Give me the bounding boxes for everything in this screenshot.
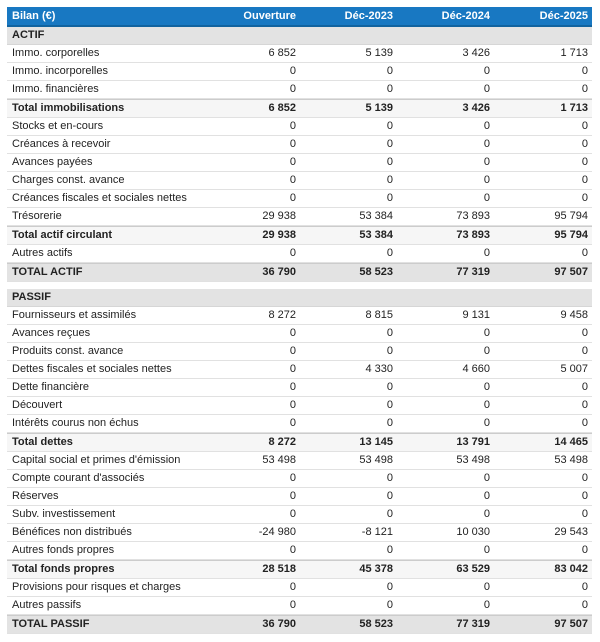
- cell-value: 9 458: [560, 309, 588, 321]
- cell-value: 0: [289, 138, 296, 150]
- row-label: Provisions pour risques et charges: [12, 581, 181, 593]
- table-row: [7, 470, 592, 488]
- cell-value: 77 319: [456, 618, 490, 630]
- cell-value: 0: [289, 581, 296, 593]
- cell-value: 9 131: [462, 309, 490, 321]
- table-row: [7, 343, 592, 361]
- row-label: Fournisseurs et assimilés: [12, 309, 137, 321]
- cell-value: 0: [386, 192, 393, 204]
- cell-value: 0: [386, 472, 393, 484]
- table-row: [7, 208, 592, 226]
- cell-value: 0: [581, 508, 588, 520]
- row-label: Compte courant d'associés: [12, 472, 145, 484]
- cell-value: 0: [581, 417, 588, 429]
- cell-value: 0: [386, 581, 393, 593]
- cell-value: 0: [289, 363, 296, 375]
- row-label: Charges const. avance: [12, 174, 125, 186]
- cell-value: 0: [386, 381, 393, 393]
- table-title: Bilan (€): [12, 10, 56, 22]
- cell-value: 97 507: [554, 266, 588, 278]
- cell-value: 0: [483, 65, 490, 77]
- table-row: [7, 45, 592, 63]
- cell-value: 0: [386, 120, 393, 132]
- cell-value: 6 852: [268, 102, 296, 114]
- cell-value: 0: [483, 490, 490, 502]
- cell-value: 53 498: [554, 454, 588, 466]
- cell-value: 0: [386, 399, 393, 411]
- cell-value: 4 660: [462, 363, 490, 375]
- cell-value: 0: [289, 508, 296, 520]
- cell-value: 1 713: [560, 47, 588, 59]
- cell-value: 0: [386, 156, 393, 168]
- table-row: [7, 63, 592, 81]
- cell-value: 63 529: [456, 563, 490, 575]
- cell-value: 58 523: [359, 266, 393, 278]
- table-row: [7, 452, 592, 470]
- cell-value: 0: [386, 599, 393, 611]
- table-row: [7, 415, 592, 433]
- cell-value: 0: [581, 65, 588, 77]
- column-header-2: Déc-2023: [344, 10, 393, 22]
- cell-value: 0: [289, 599, 296, 611]
- cell-value: 83 042: [554, 563, 588, 575]
- cell-value: 0: [289, 120, 296, 132]
- table-row: [7, 597, 592, 615]
- cell-value: -8 121: [361, 526, 393, 538]
- cell-value: 8 815: [365, 309, 393, 321]
- cell-value: 8 272: [268, 309, 296, 321]
- cell-value: 0: [581, 174, 588, 186]
- row-label: TOTAL PASSIF: [12, 618, 90, 630]
- row-label: Immo. financières: [12, 83, 99, 95]
- cell-value: 53 498: [359, 454, 393, 466]
- table-row: [7, 172, 592, 190]
- table-row: [7, 379, 592, 397]
- cell-value: 1 713: [560, 102, 588, 114]
- table-row: [7, 488, 592, 506]
- row-label: Avances reçues: [12, 327, 91, 339]
- cell-value: 58 523: [359, 618, 393, 630]
- table-body: [7, 27, 592, 634]
- row-label: Dette financière: [12, 381, 90, 393]
- cell-value: 0: [581, 120, 588, 132]
- cell-value: 0: [581, 490, 588, 502]
- section-label: ACTIF: [12, 29, 45, 41]
- table-row: [7, 542, 592, 560]
- row-label: Trésorerie: [12, 210, 62, 222]
- header-row: [7, 7, 592, 27]
- row-label: Découvert: [12, 399, 63, 411]
- column-header-4: Déc-2025: [539, 10, 588, 22]
- cell-value: 10 030: [456, 526, 490, 538]
- cell-value: 0: [289, 247, 296, 259]
- table-row: [7, 154, 592, 172]
- cell-value: 0: [289, 83, 296, 95]
- cell-value: 0: [289, 490, 296, 502]
- cell-value: 28 518: [262, 563, 296, 575]
- table-row: [7, 245, 592, 263]
- section-label: PASSIF: [12, 291, 51, 303]
- cell-value: 77 319: [456, 266, 490, 278]
- row-label: Total actif circulant: [12, 229, 113, 241]
- cell-value: 97 507: [554, 618, 588, 630]
- table-row: [7, 560, 592, 579]
- table-row: [7, 506, 592, 524]
- row-label: Autres passifs: [12, 599, 82, 611]
- cell-value: 0: [581, 399, 588, 411]
- cell-value: 0: [386, 83, 393, 95]
- table-row: [7, 307, 592, 325]
- cell-value: 0: [483, 581, 490, 593]
- cell-value: 0: [386, 417, 393, 429]
- cell-value: 0: [289, 327, 296, 339]
- cell-value: 95 794: [554, 210, 588, 222]
- cell-value: 0: [581, 581, 588, 593]
- table-row: [7, 615, 592, 634]
- table-row: [7, 524, 592, 542]
- cell-value: 0: [483, 192, 490, 204]
- section-header-actif: [7, 27, 592, 45]
- section-header-passif: [7, 289, 592, 307]
- cell-value: 0: [386, 345, 393, 357]
- cell-value: 13 791: [456, 436, 490, 448]
- row-label: Total fonds propres: [12, 563, 115, 575]
- cell-value: 53 498: [456, 454, 490, 466]
- cell-value: 0: [289, 399, 296, 411]
- cell-value: 0: [386, 508, 393, 520]
- cell-value: 0: [581, 544, 588, 556]
- cell-value: 0: [483, 345, 490, 357]
- cell-value: 0: [386, 65, 393, 77]
- cell-value: 0: [483, 399, 490, 411]
- cell-value: 0: [289, 417, 296, 429]
- row-label: Produits const. avance: [12, 345, 124, 357]
- cell-value: 0: [483, 381, 490, 393]
- table-row: [7, 118, 592, 136]
- cell-value: 0: [386, 174, 393, 186]
- row-label: Intérêts courus non échus: [12, 417, 139, 429]
- cell-value: 8 272: [268, 436, 296, 448]
- table-row: [7, 190, 592, 208]
- table-row: [7, 325, 592, 343]
- cell-value: 0: [289, 345, 296, 357]
- table-row: [7, 226, 592, 245]
- row-label: Total immobilisations: [12, 102, 125, 114]
- row-label: Total dettes: [12, 436, 73, 448]
- cell-value: 0: [386, 490, 393, 502]
- cell-value: 4 330: [365, 363, 393, 375]
- column-header-3: Déc-2024: [441, 10, 490, 22]
- cell-value: 0: [483, 544, 490, 556]
- column-header-1: Ouverture: [243, 10, 296, 22]
- cell-value: 0: [581, 83, 588, 95]
- table-row: [7, 433, 592, 452]
- table-row: [7, 81, 592, 99]
- row-label: TOTAL ACTIF: [12, 266, 83, 278]
- row-label: Stocks et en-cours: [12, 120, 104, 132]
- table-row: [7, 263, 592, 282]
- cell-value: 36 790: [262, 618, 296, 630]
- cell-value: 0: [581, 381, 588, 393]
- row-label: Subv. investissement: [12, 508, 116, 520]
- cell-value: 0: [483, 83, 490, 95]
- cell-value: 0: [386, 138, 393, 150]
- table-row: [7, 361, 592, 379]
- table-row: [7, 136, 592, 154]
- table-row: [7, 397, 592, 415]
- row-label: Capital social et primes d'émission: [12, 454, 181, 466]
- row-label: Réserves: [12, 490, 59, 502]
- cell-value: 73 893: [456, 210, 490, 222]
- cell-value: 0: [581, 192, 588, 204]
- cell-value: 0: [386, 247, 393, 259]
- cell-value: 0: [483, 327, 490, 339]
- cell-value: 0: [483, 120, 490, 132]
- cell-value: 0: [581, 156, 588, 168]
- row-label: Immo. corporelles: [12, 47, 100, 59]
- cell-value: 0: [289, 156, 296, 168]
- table-row: [7, 579, 592, 597]
- cell-value: 0: [386, 544, 393, 556]
- cell-value: 14 465: [554, 436, 588, 448]
- cell-value: 0: [386, 327, 393, 339]
- cell-value: 5 139: [365, 47, 393, 59]
- cell-value: 6 852: [268, 47, 296, 59]
- cell-value: 5 139: [365, 102, 393, 114]
- cell-value: -24 980: [258, 526, 296, 538]
- cell-value: 0: [483, 417, 490, 429]
- cell-value: 0: [581, 247, 588, 259]
- cell-value: 0: [483, 247, 490, 259]
- cell-value: 0: [289, 544, 296, 556]
- cell-value: 45 378: [359, 563, 393, 575]
- cell-value: 3 426: [462, 47, 490, 59]
- cell-value: 0: [581, 599, 588, 611]
- cell-value: 29 938: [262, 210, 296, 222]
- cell-value: 0: [289, 174, 296, 186]
- cell-value: 0: [483, 508, 490, 520]
- cell-value: 13 145: [359, 436, 393, 448]
- cell-value: 0: [289, 192, 296, 204]
- cell-value: 73 893: [456, 229, 490, 241]
- cell-value: 0: [581, 345, 588, 357]
- cell-value: 5 007: [560, 363, 588, 375]
- cell-value: 0: [483, 138, 490, 150]
- balance-sheet-table: [7, 7, 592, 634]
- row-label: Immo. incorporelles: [12, 65, 108, 77]
- cell-value: 3 426: [462, 102, 490, 114]
- cell-value: 0: [483, 599, 490, 611]
- row-label: Avances payées: [12, 156, 93, 168]
- cell-value: 36 790: [262, 266, 296, 278]
- row-label: Bénéfices non distribués: [12, 526, 132, 538]
- cell-value: 29 543: [554, 526, 588, 538]
- cell-value: 0: [289, 381, 296, 393]
- cell-value: 53 384: [359, 210, 393, 222]
- cell-value: 0: [581, 138, 588, 150]
- row-label: Dettes fiscales et sociales nettes: [12, 363, 172, 375]
- cell-value: 0: [581, 327, 588, 339]
- cell-value: 0: [289, 65, 296, 77]
- cell-value: 0: [483, 472, 490, 484]
- row-label: Autres fonds propres: [12, 544, 115, 556]
- cell-value: 53 498: [262, 454, 296, 466]
- row-label: Autres actifs: [12, 247, 73, 259]
- cell-value: 0: [483, 156, 490, 168]
- cell-value: 53 384: [359, 229, 393, 241]
- table-row: [7, 99, 592, 118]
- cell-value: 29 938: [262, 229, 296, 241]
- cell-value: 0: [483, 174, 490, 186]
- row-label: Créances fiscales et sociales nettes: [12, 192, 187, 204]
- cell-value: 95 794: [554, 229, 588, 241]
- cell-value: 0: [581, 472, 588, 484]
- row-label: Créances à recevoir: [12, 138, 111, 150]
- cell-value: 0: [289, 472, 296, 484]
